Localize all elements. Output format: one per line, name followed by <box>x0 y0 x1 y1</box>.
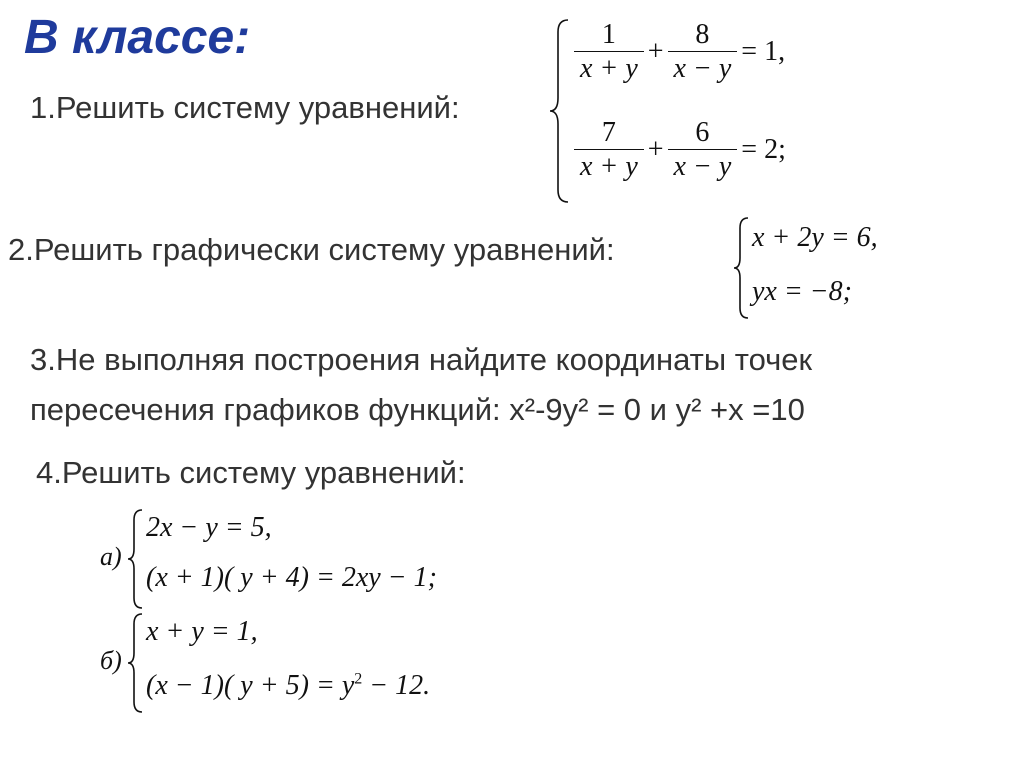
task-2-equation-2: yx = −8; <box>752 276 852 307</box>
task-4b-equation-1: x + y = 1, <box>146 616 258 647</box>
numerator: 8 <box>695 19 710 50</box>
task-1-text: 1.Решить систему уравнений: <box>30 90 460 125</box>
task-1-system <box>548 14 848 204</box>
task-2-system <box>732 212 932 322</box>
task-3-line-1: 3.Не выполняя построения найдите координаты точек <box>30 342 813 377</box>
item-label-b: б) <box>100 646 122 675</box>
equation-tail: − 12. <box>362 670 431 701</box>
denominator: x + y <box>574 149 644 181</box>
task-2-equation-1: x + 2y = 6, <box>752 222 878 253</box>
task-4a-system <box>100 506 500 612</box>
task-4b-equation-2 <box>146 670 430 702</box>
numerator: 6 <box>695 117 710 148</box>
numerator: 1 <box>601 19 616 50</box>
task-4b-system <box>100 610 500 718</box>
denominator: x − y <box>668 51 738 83</box>
task-3-line-2: пересечения графиков функций: x²-9y² = 0 и y² +x =10 <box>30 392 805 427</box>
task-4a-equation-2: (x + 1)( y + 4) = 2xy − 1; <box>146 562 437 593</box>
task-4-text: 4.Решить систему уравнений: <box>36 455 466 490</box>
equation-rhs: = 2; <box>741 133 786 165</box>
task-1-equation-1 <box>570 20 785 84</box>
left-brace <box>126 508 144 610</box>
item-label-a: а) <box>100 542 122 571</box>
exponent: 2 <box>354 670 363 688</box>
numerator: 7 <box>601 117 616 148</box>
equation-rhs: = 1, <box>741 35 786 67</box>
denominator: x + y <box>574 51 644 83</box>
task-4a-equation-1: 2x − y = 5, <box>146 512 272 543</box>
left-brace <box>732 216 750 320</box>
denominator: x − y <box>668 149 738 181</box>
page-title: В классе: <box>24 11 251 64</box>
operator: + <box>647 133 664 165</box>
operator: + <box>647 35 664 67</box>
left-brace <box>126 612 144 714</box>
equation-main: (x − 1)( y + 5) = y <box>146 670 355 701</box>
task-2-text: 2.Решить графически систему уравнений: <box>8 232 615 267</box>
left-brace <box>548 18 570 204</box>
task-1-equation-2 <box>570 118 786 182</box>
